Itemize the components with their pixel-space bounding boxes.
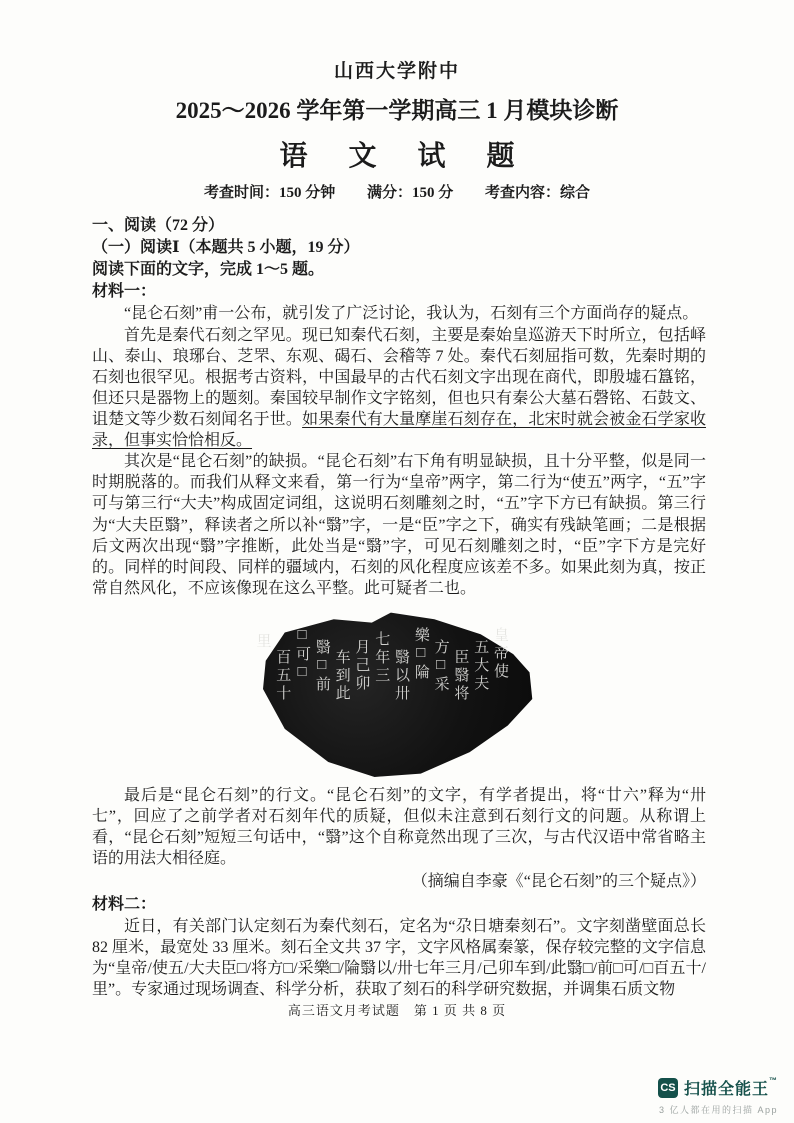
material1-paragraph-4: 最后是“昆仑石刻”的行文。“昆仑石刻”的文字，有学者提出，将“廿六”释为“卅七”，回应了之前学者对石刻年代的质疑，但似未注意到石刻行文的问题。从称谓上看，“昆仑石刻”短短三句话中，“翳”这个自称竟然出现了三次，与古代汉语中常省略主语的用法大相径庭。 (92, 786, 706, 868)
exam-time: 考查时间：150 分钟 (203, 185, 336, 201)
rubbing-column: 百五十 (274, 648, 291, 703)
material1-paragraph-3: 其次是“昆仑石刻”的缺损。“昆仑石刻”右下角有明显缺损，且十分平整，似是同一时期脱落的。而我们从释文来看，第一行为“皇帝”两字，第二行为“使五”两字，“五”字可与第三行“大夫”构成固定词组，这说明石刻雕刻之时，“五”字下方已有缺损。第三行为“大夫臣翳”，释读者之所以补“翳”字，一是“臣”字之下，确实有残缺笔画；二是根据后文两次出现“翳”字推断，此处当是“翳”字，可见石刻雕刻之时，“臣”字下方是完好的。同样的时间段、同样的疆域内，石刻的风化程度应该差不多。如果此刻为真，按正常自然风化，不应该像现在这么平整。此可疑者二也。 (92, 453, 706, 597)
school-name: 山西大学附中 (333, 61, 460, 82)
material1-paragraph-2-text: 首先是秦代石刻之罕见。现已知秦代石刻，主要是秦始皇巡游天下时所立，包括峄山、泰山、琅琊台、芝罘、东观、碣石、会稽等 7 处。秦代石刻屈指可数，先秦时期的石刻也很罕见。根据考古资料，中国最早的古代石刻文字出现在商代，即殷墟石簋铭，但还只是器物上的题刻。秦国较早制作文字铭刻，但也只有秦公大墓石磬铭、石鼓文、诅楚文等少数石刻闻名于世。 (92, 326, 706, 428)
rubbing-column: 五大夫 (472, 638, 489, 693)
subject-title: 语 文 试 题 (279, 141, 532, 172)
material1-attribution: （摘编自李豪《“昆仑石刻”的三个疑点》） (411, 873, 706, 891)
trademark-icon: ™ (769, 1076, 778, 1085)
material1-paragraph-1: “昆仑石刻”甫一公布，就引发了广泛讨论，我认为，石刻有三个方面尚存的疑点。 (124, 305, 699, 323)
camscanner-name-text: 扫描全能王 (683, 1081, 769, 1098)
material1-label: 材料一： (92, 283, 157, 301)
rubbing-column: 翳□前 (313, 638, 330, 694)
rubbing-column: 月己卯 (353, 638, 370, 693)
material2-paragraph-1: 近日，有关部门认定刻石为秦代刻石，定名为“尕日塘秦刻石”。文字刻凿壁面总长 82 厘米，最宽处 33 厘米。刻石全文共 37 字，文字风格属秦篆，保存较完整的文字信息为“皇帝/使五/大夫臣□/将方□/采樂□/陯翳以/卅七年三月/己卯车到/此翳□/前□可/□百五十/里”。专家通过现场调查、科学分析，获取了刻石的科学研究数据，并调集石质文物 (92, 917, 706, 998)
reading-instruction: 阅读下面的文字，完成 1～5 题。 (92, 261, 325, 279)
exam-body (92, 215, 706, 1000)
rubbing-column: 臣翳将 (452, 648, 469, 703)
material2-label: 材料二： (92, 895, 157, 913)
material1-paragraph-2 (92, 325, 706, 452)
camscanner-watermark-row (628, 1076, 778, 1099)
exam-meta-line (0, 181, 794, 202)
camscanner-watermark (628, 1076, 778, 1116)
stone-rubbing-inscription (254, 626, 509, 739)
camscanner-logo-icon: CS (658, 1078, 678, 1098)
section-heading-reading: 一、阅读（72 分） (92, 217, 225, 234)
section-heading-reading-1: （一）阅读Ⅰ（本题共 5 小题，19 分） (92, 239, 360, 257)
exam-score: 满分：150 分 (366, 185, 454, 201)
camscanner-name (684, 1076, 778, 1099)
stone-rubbing-figure (254, 611, 535, 777)
rubbing-column: 方□采 (432, 638, 449, 694)
rubbing-column: 车到此 (333, 648, 350, 703)
rubbing-column: □可□ (294, 626, 311, 683)
exam-title: 2025～2026 学年第一学期高三 1 月模块诊断 (175, 98, 619, 123)
material1-paragraph-2-underlined: 如果秦代有大量摩崖石刻存在，北宋时就会被金石学家收录，但事实恰恰相反。 (92, 410, 706, 450)
rubbing-column: 皇帝使 (492, 626, 508, 681)
rubbing-column: 翳以卅 (393, 648, 410, 703)
rubbing-column: 七年三 (373, 630, 390, 685)
exam-scope: 考查内容：综合 (485, 185, 591, 201)
rubbing-column: 里 (254, 632, 271, 651)
camscanner-tagline: 3 亿人都在用的扫描 App (658, 1105, 778, 1115)
page-footer: 高三语文月考试题 第 1 页 共 8 页 (287, 1003, 507, 1018)
rubbing-column: 樂□陯 (412, 626, 429, 682)
